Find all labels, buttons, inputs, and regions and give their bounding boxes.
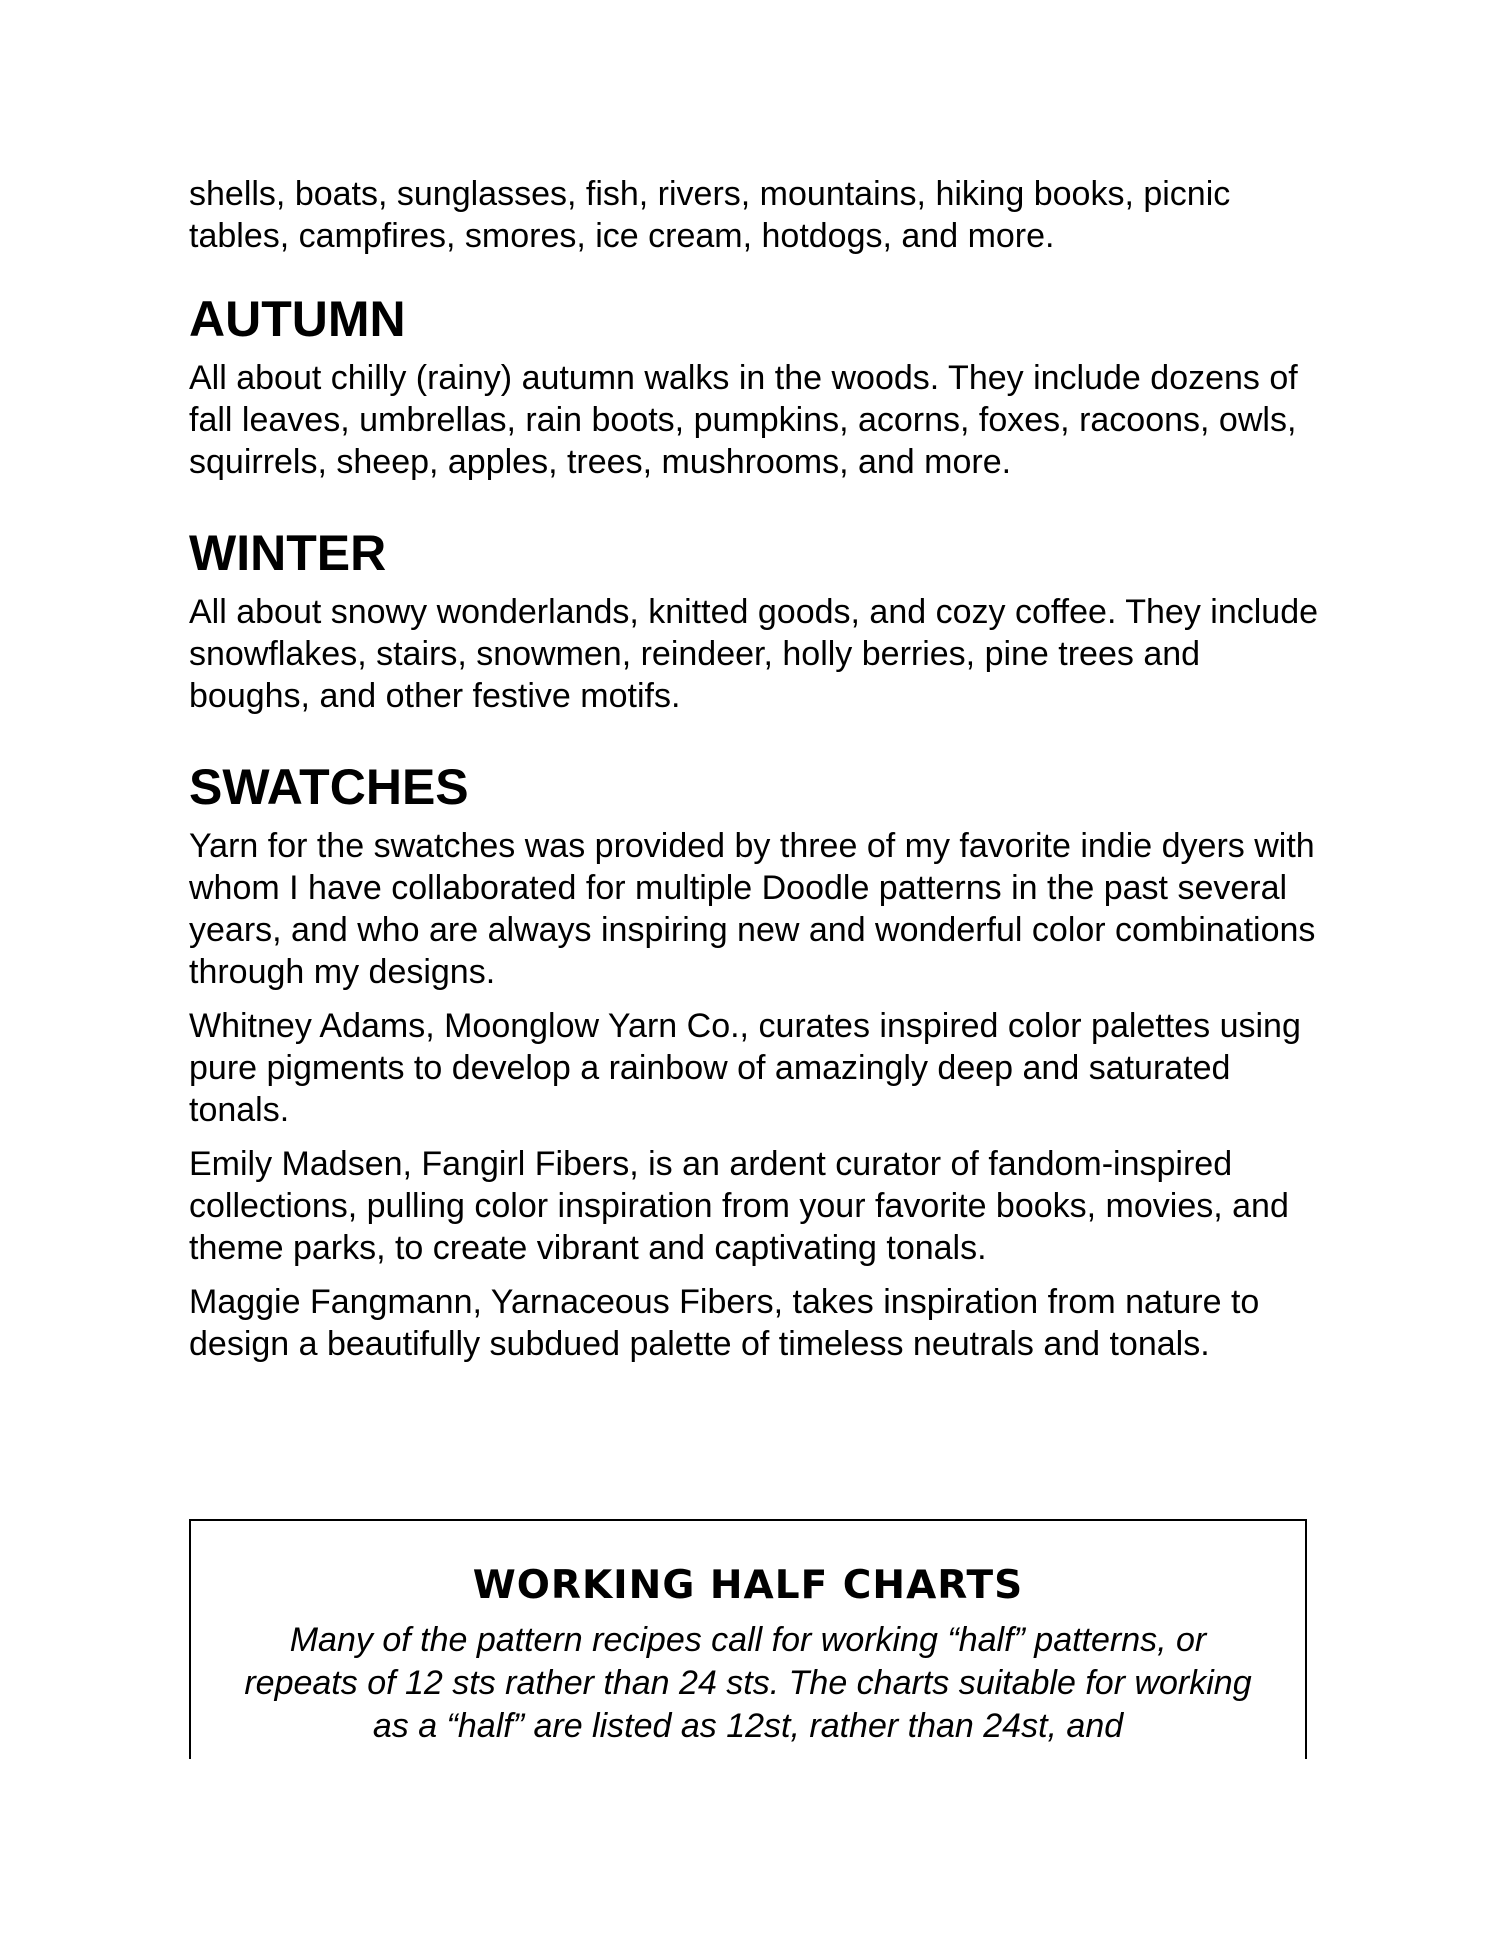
autumn-paragraph: All about chilly (rainy) autumn walks in the woods. They include dozens of fall leaves, umbrellas, rain boots, pumpkins, acorns, foxes, racoons, owls, squirrels, sheep, apples, trees, mushrooms, and more. bbox=[189, 359, 1298, 481]
heading-winter: WINTER bbox=[189, 525, 387, 581]
swatches-paragraph-intro: Yarn for the swatches was provided by three of my favorite indie dyers with whom I have collaborated for multiple Doodle patterns in the past several years, and who are always inspiring new and wonderful color combinations through my designs. bbox=[189, 827, 1316, 991]
intro-paragraph: shells, boats, sunglasses, fish, rivers, mountains, hiking books, picnic tables, campfires, smores, ice cream, hotdogs, and more. bbox=[189, 175, 1231, 255]
heading-swatches: SWATCHES bbox=[189, 759, 469, 815]
winter-paragraph: All about snowy wonderlands, knitted goods, and cozy coffee. They include snowflakes, stairs, snowmen, reindeer, holly berries, pine trees and boughs, and other festive motifs. bbox=[189, 593, 1319, 715]
heading-autumn: AUTUMN bbox=[189, 291, 406, 347]
box-text: Many of the pattern recipes call for working “half” patterns, or repeats of 12 sts rather than 24 sts. The charts suitable for working as a “half” are listed as 12st, rather than 24st, and bbox=[244, 1621, 1252, 1745]
swatches-paragraph-moonglow: Whitney Adams, Moonglow Yarn Co., curates inspired color palettes using pure pigments to develop a rainbow of amazingly deep and saturated tonals. bbox=[189, 1007, 1301, 1129]
page-content bbox=[189, 173, 1319, 1365]
working-half-charts-box bbox=[189, 1519, 1307, 1759]
box-title: WORKING HALF CHARTS bbox=[472, 1563, 1024, 1608]
swatches-paragraph-fangirl: Emily Madsen, Fangirl Fibers, is an ardent curator of fandom-inspired collections, pulling color inspiration from your favorite books, movies, and theme parks, to create vibrant and captivating tonals. bbox=[189, 1145, 1289, 1267]
swatches-paragraph-yarnaceous: Maggie Fangmann, Yarnaceous Fibers, takes inspiration from nature to design a beautifully subdued palette of timeless neutrals and tonals. bbox=[189, 1283, 1260, 1363]
